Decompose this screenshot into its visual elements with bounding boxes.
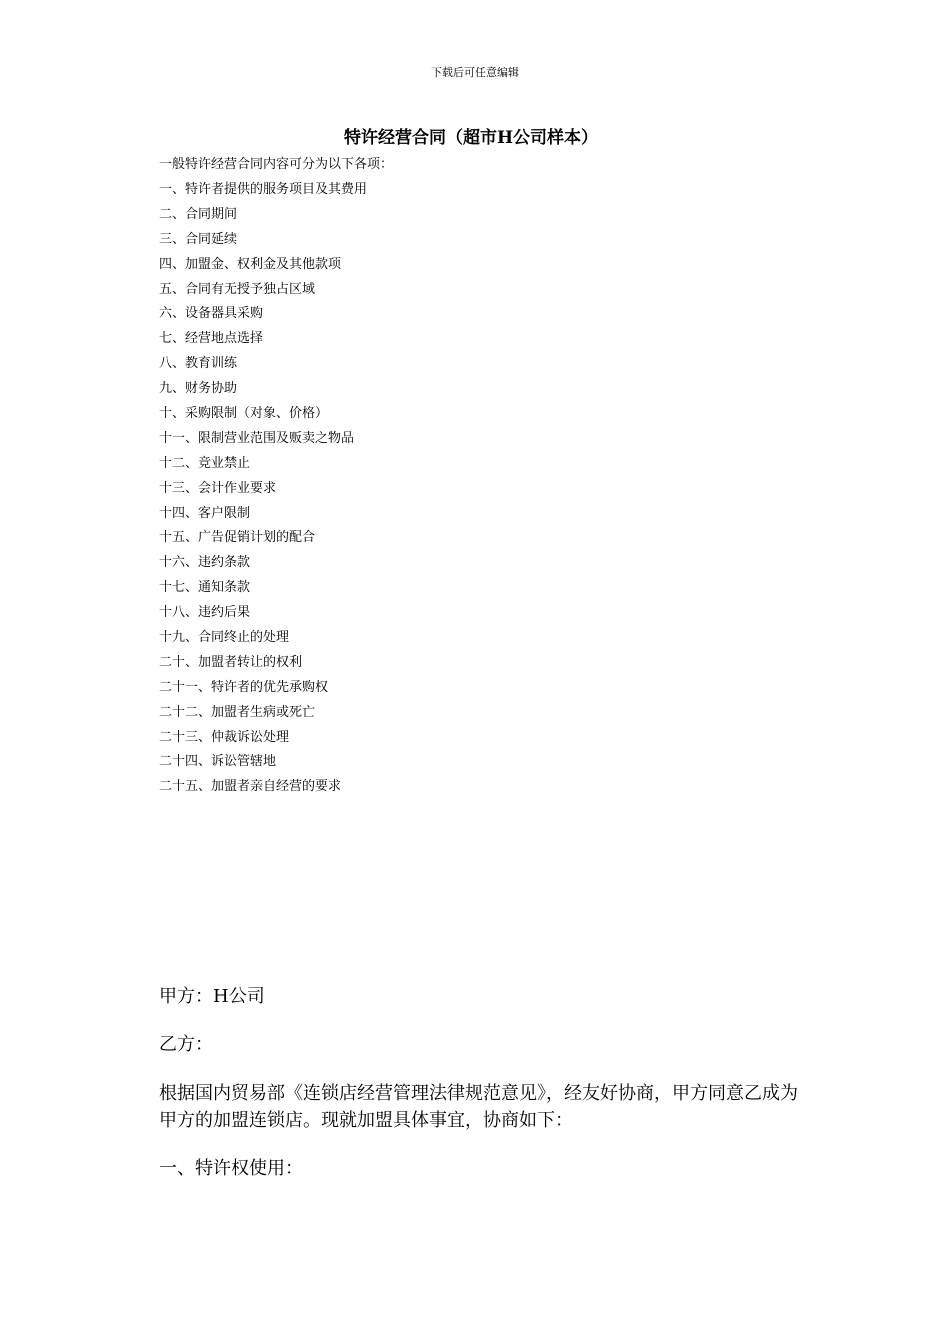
- list-item: 二十一、特许者的优先承购权: [159, 679, 329, 695]
- agreement-paragraph: 根据国内贸易部《连锁店经营管理法律规范意见》，经友好协商，甲方同意乙成为甲方的加盟连锁店。现就加盟具体事宜，协商如下：: [159, 1083, 798, 1131]
- page-header-note: 下载后可任意编辑: [431, 66, 519, 79]
- list-item: 二十五、加盟者亲自经营的要求: [159, 779, 342, 795]
- list-item: 十九、合同终止的处理: [159, 630, 290, 646]
- list-item: 八、教育训练: [159, 356, 238, 372]
- list-item: 五、合同有无授予独占区域: [159, 281, 316, 297]
- list-item: 二十、加盟者转让的权利: [159, 654, 303, 670]
- list-item: 十七、通知条款: [159, 580, 251, 596]
- document-title: 特许经营合同（超市H公司样本）: [343, 128, 599, 148]
- list-item: 十、采购限制（对象、价格）: [159, 406, 329, 422]
- list-item: 一、特许者提供的服务项目及其费用: [159, 182, 368, 197]
- list-item: 二十四、诉讼管辖地: [159, 754, 277, 770]
- contract-items-list: [159, 180, 367, 802]
- list-item: 二十二、加盟者生病或死亡: [159, 704, 316, 720]
- list-item: 十四、客户限制: [159, 505, 251, 521]
- list-item: 三、合同延续: [159, 231, 238, 247]
- list-item: 十一、限制营业范围及贩卖之物品: [159, 430, 355, 446]
- section-heading: 一、特许权使用：: [159, 1158, 303, 1179]
- list-item: 七、经营地点选择: [159, 331, 264, 347]
- list-item: 十六、违约条款: [159, 555, 251, 571]
- list-item: 四、加盟金、权利金及其他款项: [159, 256, 342, 272]
- party-b-line: 乙方：: [159, 1034, 213, 1055]
- list-item: 二、合同期间: [159, 206, 238, 222]
- list-item: 十八、违约后果: [159, 605, 251, 621]
- list-item: 十三、会计作业要求: [159, 480, 277, 496]
- party-a-line: 甲方：H公司: [159, 986, 265, 1007]
- list-item: 六、设备器具采购: [159, 306, 264, 322]
- intro-text: 一般特许经营合同内容可分为以下各项：: [159, 157, 394, 172]
- list-item: 九、财务协助: [159, 381, 238, 397]
- list-item: 十二、竞业禁止: [159, 455, 251, 471]
- list-item: 十五、广告促销计划的配合: [159, 530, 316, 546]
- list-item: 二十三、仲裁诉讼处理: [159, 729, 290, 745]
